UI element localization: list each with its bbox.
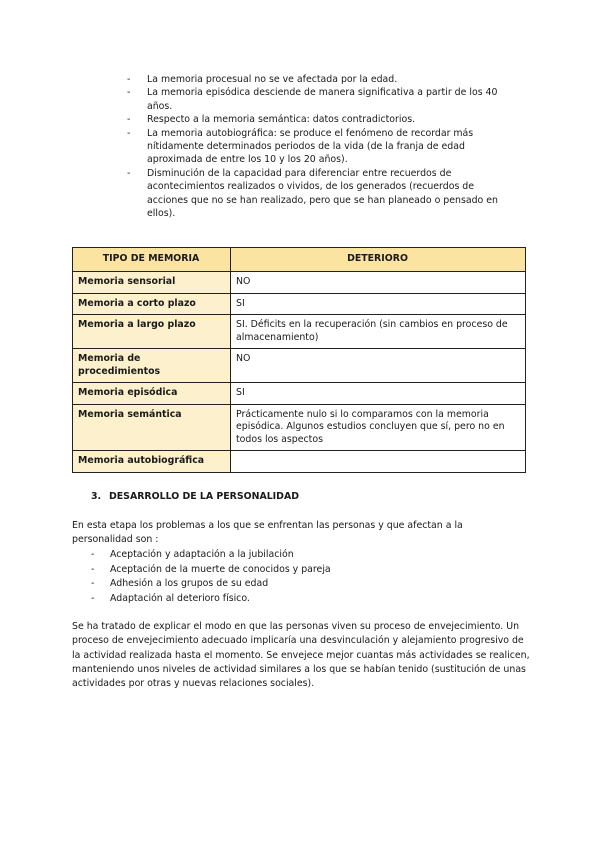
deterioration-cell: NO <box>231 272 526 294</box>
table-row <box>73 383 526 405</box>
closing-paragraph: Se ha tratado de explicar el modo en que las personas viven su proceso de envejecimiento. Un proceso de envejecimiento adecuado implicaría una desvinculación y alejamiento progresivo de la actividad realizada hasta el momento. Se envejece mejor cuantas más actividades se realicen, manteniendo unos niveles de actividad similares a los que se habían tenido (sustitución de unas actividades por otras y nuevas relaciones sociales). <box>72 621 530 690</box>
list-item-text: La memoria autobiográfica: se produce el fenómeno de recordar más nítidamente determinados periodos de la vida (de la franja de edad aproximada de entre los 10 y los 20 años). <box>147 127 474 166</box>
memory-type-cell: Memoria sensorial <box>73 272 231 294</box>
list-item <box>91 563 491 578</box>
list-item <box>91 548 491 563</box>
list-item <box>91 577 491 592</box>
list-item-text: Disminución de la capacidad para diferenciar entre recuerdos de acontecimientos realizados o vividos, de los generados (recuerdos de acciones que no se han realizado, pero que se han planeado o pensado en ellos). <box>147 167 498 220</box>
bullet-dash: - <box>91 549 95 560</box>
deterioration-cell: SI. Déficits en la recuperación (sin cambios en proceso de almacenamiento) <box>231 315 526 349</box>
memory-type-cell: Memoria autobiográfica <box>73 451 231 473</box>
table-header-row <box>73 248 526 272</box>
list-item <box>127 113 517 126</box>
memory-type-cell: Memoria semántica <box>73 404 231 451</box>
bullet-dash: - <box>127 127 131 139</box>
list-item-text: Adaptación al deterioro físico. <box>110 592 250 604</box>
bullet-dash: - <box>127 114 131 126</box>
bullet-dash: - <box>91 578 95 590</box>
bullet-dash: - <box>127 74 131 85</box>
table-row <box>73 272 526 294</box>
bullet-dash: - <box>91 592 95 604</box>
list-item-text: Aceptación de la muerte de conocidos y pareja <box>110 563 331 575</box>
memory-type-cell: Memoria a largo plazo <box>73 315 231 349</box>
list-item <box>127 167 517 221</box>
column-header-type: TIPO DE MEMORIA <box>73 248 231 272</box>
section-number: 3. <box>91 491 102 502</box>
list-item <box>127 86 517 113</box>
deterioration-cell <box>231 451 526 473</box>
personality-problems-list <box>91 548 491 606</box>
deterioration-cell: SI <box>231 293 526 315</box>
list-item <box>127 127 517 167</box>
memory-deterioration-table <box>72 247 526 473</box>
deterioration-cell: Prácticamente nulo si lo comparamos con la memoria episódica. Algunos estudios concluyen que sí, pero no en todos los aspectos <box>231 404 526 451</box>
list-item-text: Aceptación y adaptación a la jubilación <box>110 549 294 560</box>
memory-type-cell: Memoria episódica <box>73 383 231 405</box>
list-item-text: La memoria episódica desciende de manera significativa a partir de los 40 años. <box>147 87 498 112</box>
list-item <box>127 73 517 86</box>
list-item-text: Adhesión a los grupos de su edad <box>110 578 269 590</box>
column-header-deterioration: DETERIORO <box>231 248 526 272</box>
intro-paragraph: En esta etapa los problemas a los que se enfrentan las personas y que afectan a la personalidad son : <box>72 520 463 545</box>
table-row <box>73 349 526 383</box>
bullet-dash: - <box>91 563 95 575</box>
bullet-dash: - <box>127 167 131 179</box>
memory-type-cell: Memoria a corto plazo <box>73 293 231 315</box>
table-row <box>73 315 526 349</box>
section-heading <box>91 491 299 502</box>
bullet-dash: - <box>127 87 131 99</box>
memory-bullet-list <box>127 73 517 220</box>
section-title: DESARROLLO DE LA PERSONALIDAD <box>109 491 299 502</box>
deterioration-cell: SI <box>231 383 526 405</box>
list-item <box>91 592 491 607</box>
table-row <box>73 404 526 451</box>
list-item-text: Respecto a la memoria semántica: datos contradictorios. <box>147 114 416 126</box>
memory-type-cell: Memoria de procedimientos <box>73 349 231 383</box>
list-item-text: La memoria procesual no se ve afectada por la edad. <box>147 74 398 85</box>
table-row <box>73 451 526 473</box>
deterioration-cell: NO <box>231 349 526 383</box>
table-row <box>73 293 526 315</box>
